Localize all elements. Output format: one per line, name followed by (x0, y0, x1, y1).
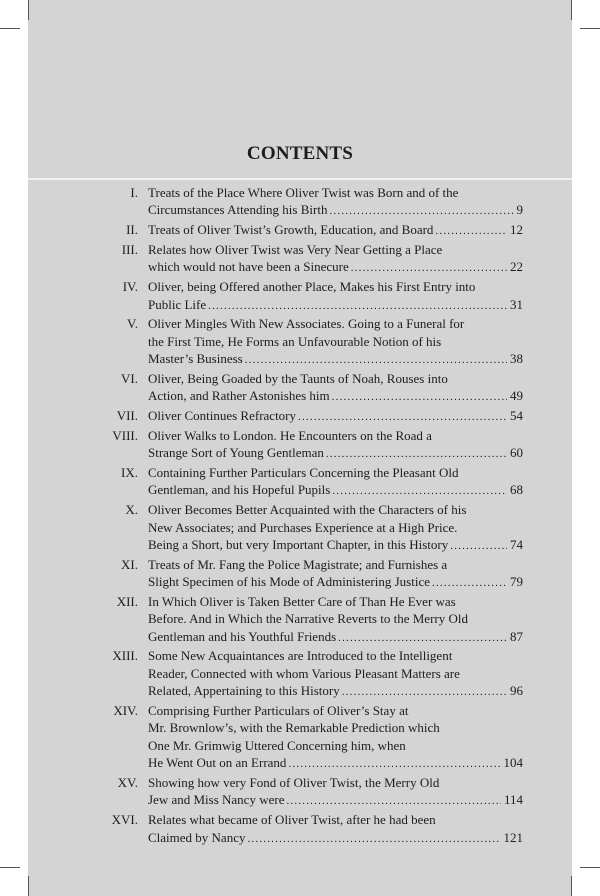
page-number: 22 (510, 259, 523, 275)
chapter-number: III. (121, 241, 138, 257)
page-number: 9 (516, 202, 523, 218)
chapter-title-text: which would not have been a Sinecure (148, 259, 349, 275)
chapter-title-line (148, 350, 523, 367)
dot-leader (326, 446, 507, 461)
chapter-number: X. (125, 502, 138, 518)
chapter-title-line (148, 682, 523, 699)
toc-entry[interactable] (0, 464, 600, 499)
dot-leader (435, 223, 507, 238)
chapter-title-line (148, 791, 523, 808)
chapter-title-text: Strange Sort of Young Gentleman (148, 445, 324, 461)
chapter-title (148, 647, 523, 699)
chapter-number: XII. (116, 593, 138, 609)
chapter-title-text: Gentleman, and his Hopeful Pupils (148, 482, 331, 498)
chapter-title-line: Oliver, Being Goaded by the Taunts of Noah, Rouses into (148, 370, 448, 386)
chapter-title-line: New Associates; and Purchases Experience at a High Price. (148, 519, 458, 535)
toc-entry[interactable] (0, 647, 600, 699)
page-number: 104 (503, 755, 523, 771)
chapter-number: IX. (121, 464, 138, 480)
dot-leader (208, 298, 507, 313)
chapter-title-line (148, 573, 523, 590)
chapter-title (148, 427, 523, 462)
chapter-number: XIV. (113, 703, 138, 719)
chapter-title-text: Related, Appertaining to this History (148, 683, 340, 699)
chapter-title-line: the First Time, He Forms an Unfavourable Notion of his (148, 333, 442, 349)
dot-leader (432, 575, 507, 590)
chapter-number: IV. (122, 279, 138, 295)
dot-leader (329, 203, 513, 218)
chapter-title-text: Action, and Rather Astonishes him (148, 388, 330, 404)
chapter-title-line (148, 444, 523, 461)
page-number: 31 (510, 296, 523, 312)
chapter-title (148, 702, 523, 772)
chapter-title-line: Relates what became of Oliver Twist, after he had been (148, 812, 436, 828)
chapter-number: II. (126, 222, 138, 238)
chapter-title-line: One Mr. Grimwig Uttered Concerning him, when (148, 737, 406, 753)
dot-leader (332, 389, 507, 404)
chapter-title-line: Some New Acquaintances are Introduced to the Intelligent (148, 648, 453, 664)
chapter-title (148, 774, 523, 809)
chapter-title-text: Circumstances Attending his Birth (148, 202, 328, 218)
chapter-number: VI. (121, 370, 138, 386)
toc-entry[interactable] (0, 241, 600, 276)
chapter-title-line: Oliver, being Offered another Place, Makes his First Entry into (148, 279, 476, 295)
chapter-title-line: Comprising Further Particulars of Oliver’s Stay at (148, 703, 409, 719)
toc-entry[interactable] (0, 556, 600, 591)
chapter-title-line (148, 407, 523, 424)
chapter-title-text: Slight Specimen of his Mode of Administering Justice (148, 574, 431, 590)
dot-leader (450, 538, 507, 553)
chapter-title (148, 370, 523, 405)
page-number: 54 (510, 408, 523, 424)
chapter-title-line: Mr. Brownlow’s, with the Remarkable Prediction which (148, 720, 440, 736)
chapter-title-text: Gentleman and his Youthful Friends (148, 628, 337, 644)
toc-entry[interactable] (0, 221, 600, 238)
toc-entry[interactable] (0, 278, 600, 313)
page-number: 121 (503, 829, 523, 845)
table-of-contents (0, 184, 600, 848)
chapter-title-line (148, 829, 523, 846)
chapter-title-line: Oliver Walks to London. He Encounters on the Road a (148, 427, 432, 443)
dot-leader (351, 260, 507, 275)
chapter-title-line: Treats of Mr. Fang the Police Magistrate; and Furnishes a (148, 556, 448, 572)
toc-entry[interactable] (0, 184, 600, 219)
toc-entry[interactable] (0, 407, 600, 424)
dot-leader (332, 483, 507, 498)
chapter-title (148, 221, 523, 238)
toc-entry[interactable] (0, 315, 600, 367)
chapter-title (148, 407, 523, 424)
chapter-title (148, 593, 523, 645)
toc-entry[interactable] (0, 501, 600, 553)
page-number: 68 (510, 482, 523, 498)
title-divider (28, 178, 572, 180)
chapter-title (148, 184, 523, 219)
chapter-title-text: Public Life (148, 296, 207, 312)
chapter-title-text: Oliver Continues Refractory (148, 408, 297, 424)
chapter-title-line (148, 628, 523, 645)
chapter-title (148, 501, 523, 553)
crop-mark-top-left-h (0, 28, 20, 29)
dot-leader (338, 630, 507, 645)
chapter-title-line: Containing Further Particulars Concerning the Pleasant Old (148, 464, 459, 480)
toc-entry[interactable] (0, 370, 600, 405)
crop-mark-top-right-h (580, 28, 600, 29)
chapter-number: XV. (117, 774, 138, 790)
page-number: 74 (510, 536, 523, 552)
chapter-title-line: Showing how very Fond of Oliver Twist, the Merry Old (148, 774, 440, 790)
chapter-title-line (148, 221, 523, 238)
crop-mark-bottom-left-v (28, 876, 29, 896)
chapter-title-line (148, 481, 523, 498)
page-number: 49 (510, 388, 523, 404)
chapter-number: V. (127, 316, 138, 332)
chapter-title-text: Treats of Oliver Twist’s Growth, Education, and Board (148, 222, 434, 238)
dot-leader (245, 352, 507, 367)
crop-mark-bottom-right-h (580, 867, 600, 868)
chapter-number: VIII. (112, 427, 138, 443)
crop-mark-bottom-left-h (0, 867, 20, 868)
chapter-title (148, 556, 523, 591)
chapter-number: VII. (116, 408, 138, 424)
chapter-title-text: Master’s Business (148, 351, 243, 367)
toc-entry[interactable] (0, 427, 600, 462)
dot-leader (286, 793, 501, 808)
page-number: 79 (510, 574, 523, 590)
chapter-title-line: Oliver Mingles With New Associates. Going to a Funeral for (148, 316, 465, 332)
chapter-title-line: Reader, Connected with whom Various Pleasant Matters are (148, 665, 460, 681)
chapter-title-line: Relates how Oliver Twist was Very Near Getting a Place (148, 241, 443, 257)
dot-leader (288, 756, 500, 771)
chapter-title-line (148, 387, 523, 404)
chapter-title-text: He Went Out on an Errand (148, 755, 287, 771)
toc-entry[interactable] (0, 702, 600, 772)
chapter-title-line: In Which Oliver is Taken Better Care of Than He Ever was (148, 593, 456, 609)
chapter-title-line (148, 201, 523, 218)
dot-leader (247, 831, 500, 846)
crop-mark-top-right-v (571, 0, 572, 20)
page-title: CONTENTS (246, 143, 354, 164)
page-number: 114 (503, 792, 523, 808)
chapter-title (148, 464, 523, 499)
toc-entry[interactable] (0, 774, 600, 809)
crop-mark-bottom-right-v (571, 876, 572, 896)
chapter-title (148, 315, 523, 367)
chapter-title-line: Before. And in Which the Narrative Reverts to the Merry Old (148, 611, 468, 627)
chapter-title (148, 278, 523, 313)
toc-entry[interactable] (0, 811, 600, 846)
chapter-title (148, 241, 523, 276)
chapter-title-line (148, 536, 523, 553)
dot-leader (342, 684, 507, 699)
page-number: 60 (510, 445, 523, 461)
page-number: 38 (510, 351, 523, 367)
chapter-title-text: Being a Short, but very Important Chapter, in this History (148, 536, 449, 552)
page-number: 12 (510, 222, 523, 238)
chapter-title-line: Treats of the Place Where Oliver Twist was Born and of the (148, 185, 459, 200)
crop-mark-top-left-v (28, 0, 29, 20)
chapter-title-line (148, 258, 523, 275)
dot-leader (298, 409, 507, 424)
chapter-title-text: Jew and Miss Nancy were (148, 792, 285, 808)
chapter-title-line (148, 754, 523, 771)
chapter-number: XIII. (112, 648, 138, 664)
chapter-number: I. (130, 185, 138, 200)
chapter-title (148, 811, 523, 846)
chapter-title-text: Claimed by Nancy (148, 829, 246, 845)
chapter-title-line (148, 296, 523, 313)
page-number: 96 (510, 683, 523, 699)
chapter-number: XI. (121, 556, 138, 572)
chapter-number: XVI. (111, 812, 138, 828)
chapter-title-line: Oliver Becomes Better Acquainted with the Characters of his (148, 502, 467, 518)
page-number: 87 (510, 628, 523, 644)
toc-entry[interactable] (0, 593, 600, 645)
